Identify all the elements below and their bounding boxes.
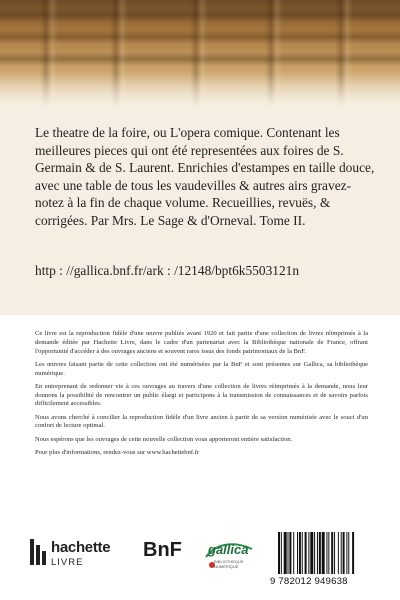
barcode-number: 9 782012 949638 [270, 576, 348, 587]
notice-paragraph: En entreprenant de redonner vie à ces ouvrages au travers d'une collection de livres réimprimés à la demande, nous leur donnons la possibilité de rencontrer un public élargi et participons à la transmission de connaissances et de savoirs parfois difficilement accessibles. [35, 382, 368, 408]
hachette-mark-icon [30, 539, 46, 565]
barcode-bars [276, 532, 376, 576]
gallica-subtitle: BIBLIOTHÈQUE NUMÉRIQUE [214, 559, 244, 569]
isbn-barcode [270, 530, 382, 590]
gallica-text: gallica [208, 542, 249, 557]
bnf-text: BnF [143, 539, 182, 561]
notice-paragraph: Pour plus d'informations, rendez-vous sur www.hachettebnf.fr [35, 448, 200, 456]
notice-paragraph: Les œuvres faisant partie de cette collection ont été numérisées par la BnF et sont présentes sur Gallica, sa bibliothèque numérique. [35, 360, 368, 377]
hachette-sub: LIVRE [51, 557, 84, 568]
gallica-logo [204, 539, 260, 573]
publisher-notice [35, 330, 368, 462]
notice-paragraph: Ce livre est la reproduction fidèle d'une œuvre publiée avant 1920 et fait partie d'une collection de livres réimprimés à la demande éditée par Hachette Livre, dans le cadre d'un partenariat avec la Bibliothèque nationale de France, offrant l'opportunité d'accéder à des ouvrages anciens et souvent rares issus des fonds patrimoniaux de la BnF. [35, 330, 368, 355]
publisher-logos [30, 537, 270, 577]
hachette-livre-logo [30, 537, 130, 571]
hachette-name: hachette [51, 539, 111, 556]
notice-paragraph: Nous avons cherché à concilier la reproduction fidèle d'un livre ancien à partir de sa version numérisée avec le souci d'un confort de lecture optimal. [35, 413, 368, 430]
book-title: Le theatre de la foire, ou L'opera comique. Contenant les meilleures pieces qui ont été representées aux foires de S. Germain & de S. Laurent. Enrichies d'estampes en taille douce, avec une table de tous les vaudevilles & autres airs gravez-notez à la fin de chaque volume. Recueillies, revuës, & corrigées. Par Mrs. Le Sage & d'Orneval. Tome II. [35, 125, 375, 228]
bnf-logo [143, 539, 197, 569]
gallica-url[interactable]: http : //gallica.bnf.fr/ark : /12148/bpt6k5503121n [35, 263, 300, 278]
cover-illustration [0, 0, 400, 108]
notice-paragraph: Nous espérons que les ouvrages de cette nouvelle collection vous apporteront entière satisfaction. [35, 435, 293, 443]
